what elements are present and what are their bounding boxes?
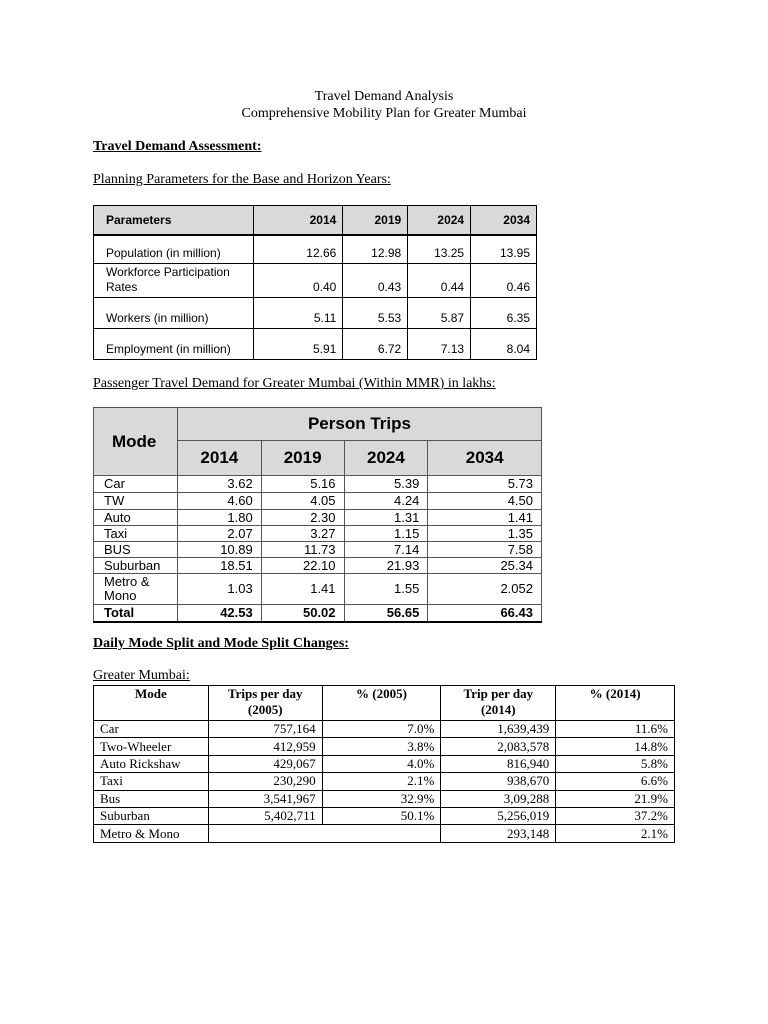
row-label: Suburban	[94, 807, 209, 824]
table-cell: 4.60	[177, 493, 261, 510]
table-cell: 7.0%	[322, 721, 441, 738]
row-label: Metro & Mono	[94, 825, 209, 842]
table-cell: 11.73	[261, 542, 344, 558]
table-cell: 3.8%	[322, 738, 441, 755]
table-cell	[208, 825, 441, 842]
table-header-row	[94, 408, 542, 441]
row-label: TW	[94, 493, 178, 510]
table-cell: 0.44	[408, 263, 471, 297]
table-row	[94, 493, 542, 510]
table-cell: 3,541,967	[208, 790, 322, 807]
table-cell: 25.34	[428, 558, 542, 574]
row-label: Car	[94, 721, 209, 738]
table-cell: 6.35	[471, 297, 537, 328]
table-cell: 5,402,711	[208, 807, 322, 824]
table-row	[94, 328, 537, 359]
table-cell: 14.8%	[556, 738, 675, 755]
table-cell: 5.87	[408, 297, 471, 328]
table-cell: 1.03	[177, 574, 261, 605]
table-cell: 4.24	[344, 493, 428, 510]
table-cell: 0.40	[253, 263, 343, 297]
column-header: Trip per day (2014)	[441, 686, 556, 721]
column-header: 2024	[408, 206, 471, 236]
subheading-planning-parameters: Planning Parameters for the Base and Horizon Years:	[93, 172, 391, 187]
person-trips-table	[93, 407, 542, 623]
subheading-passenger-travel-demand: Passenger Travel Demand for Greater Mumbai (Within MMR) in lakhs:	[93, 376, 496, 391]
column-header: % (2005)	[322, 686, 441, 721]
column-header: % (2014)	[556, 686, 675, 721]
table-cell: 50.1%	[322, 807, 441, 824]
table-row	[94, 235, 537, 263]
table-row	[94, 263, 537, 297]
mode-column-header: Mode	[94, 408, 178, 476]
column-header: 2014	[253, 206, 343, 236]
column-header: 2019	[343, 206, 408, 236]
table-cell: 5.91	[253, 328, 343, 359]
table-cell: 757,164	[208, 721, 322, 738]
table-cell: 8.04	[471, 328, 537, 359]
row-label: Taxi	[94, 526, 178, 542]
table-cell: 32.9%	[322, 790, 441, 807]
column-header: Parameters	[94, 206, 254, 236]
table-cell: 0.43	[343, 263, 408, 297]
title-line-2: Comprehensive Mobility Plan for Greater Mumbai	[241, 106, 527, 121]
table-cell: 42.53	[177, 605, 261, 622]
table-row	[94, 755, 675, 772]
table-cell: 816,940	[441, 755, 556, 772]
title-line-1: Travel Demand Analysis	[314, 89, 454, 104]
table-cell: 4.50	[428, 493, 542, 510]
table-cell: 1.15	[344, 526, 428, 542]
table-cell: 938,670	[441, 773, 556, 790]
table-cell: 5.16	[261, 476, 344, 493]
table-cell: 2.1%	[322, 773, 441, 790]
table-cell: 1,639,439	[441, 721, 556, 738]
table-cell: 3.27	[261, 526, 344, 542]
table-cell: 5.53	[343, 297, 408, 328]
table-cell: 4.05	[261, 493, 344, 510]
document-title	[0, 88, 768, 122]
table-cell: 7.14	[344, 542, 428, 558]
table-cell: 12.66	[253, 235, 343, 263]
table-cell: 4.0%	[322, 755, 441, 772]
table-row	[94, 558, 542, 574]
row-label: Auto	[94, 510, 178, 526]
table-cell: 293,148	[441, 825, 556, 842]
table-row	[94, 510, 542, 526]
year-header: 2014	[177, 441, 261, 476]
table-cell: 21.93	[344, 558, 428, 574]
table-cell: 5.11	[253, 297, 343, 328]
row-label: Two-Wheeler	[94, 738, 209, 755]
table-cell: 11.6%	[556, 721, 675, 738]
column-header: Mode	[94, 686, 209, 721]
table-cell: 5.73	[428, 476, 542, 493]
row-label: Total	[94, 605, 178, 622]
section-heading-travel-demand: Travel Demand Assessment:	[93, 139, 262, 154]
row-label: Bus	[94, 790, 209, 807]
table-header-row	[94, 206, 537, 236]
table-cell: 1.41	[261, 574, 344, 605]
row-label: Employment (in million)	[94, 328, 254, 359]
table-cell: 56.65	[344, 605, 428, 622]
table-header-row	[94, 686, 675, 721]
table-row	[94, 542, 542, 558]
row-label: Auto Rickshaw	[94, 755, 209, 772]
table-cell: 1.31	[344, 510, 428, 526]
table-cell: 6.6%	[556, 773, 675, 790]
table-cell: 1.80	[177, 510, 261, 526]
table-cell: 1.41	[428, 510, 542, 526]
table-cell: 429,067	[208, 755, 322, 772]
table-cell: 2.30	[261, 510, 344, 526]
row-label: Workforce Participation Rates	[94, 263, 254, 297]
table-cell: 13.95	[471, 235, 537, 263]
table-row	[94, 297, 537, 328]
table-cell: 3,09,288	[441, 790, 556, 807]
table-row	[94, 825, 675, 842]
table-cell: 0.46	[471, 263, 537, 297]
table-row	[94, 790, 675, 807]
year-header: 2024	[344, 441, 428, 476]
row-label: Suburban	[94, 558, 178, 574]
row-label: Workers (in million)	[94, 297, 254, 328]
table-cell: 3.62	[177, 476, 261, 493]
planning-parameters-table	[93, 205, 537, 360]
table-cell: 2.07	[177, 526, 261, 542]
row-label: Taxi	[94, 773, 209, 790]
table-cell: 21.9%	[556, 790, 675, 807]
table-cell: 12.98	[343, 235, 408, 263]
table-cell: 1.55	[344, 574, 428, 605]
mode-split-table	[93, 685, 675, 843]
table-cell: 66.43	[428, 605, 542, 622]
table-cell: 5,256,019	[441, 807, 556, 824]
table-cell: 2.1%	[556, 825, 675, 842]
year-header: 2019	[261, 441, 344, 476]
row-label: BUS	[94, 542, 178, 558]
table-cell: 7.13	[408, 328, 471, 359]
person-trips-group-header: Person Trips	[177, 408, 541, 441]
table-row	[94, 773, 675, 790]
table-cell: 13.25	[408, 235, 471, 263]
column-header: 2034	[471, 206, 537, 236]
table-cell: 5.39	[344, 476, 428, 493]
table-row	[94, 526, 542, 542]
row-label: Metro & Mono	[94, 574, 178, 605]
table-cell: 412,959	[208, 738, 322, 755]
table-cell: 37.2%	[556, 807, 675, 824]
section-heading-mode-split: Daily Mode Split and Mode Split Changes:	[93, 636, 349, 651]
year-header: 2034	[428, 441, 542, 476]
table-row	[94, 807, 675, 824]
table-cell: 18.51	[177, 558, 261, 574]
table-cell: 10.89	[177, 542, 261, 558]
table-row	[94, 574, 542, 605]
table-cell: 5.8%	[556, 755, 675, 772]
table-cell: 50.02	[261, 605, 344, 622]
row-label: Car	[94, 476, 178, 493]
table-cell: 6.72	[343, 328, 408, 359]
table-cell: 22.10	[261, 558, 344, 574]
table-cell: 230,290	[208, 773, 322, 790]
table-row	[94, 738, 675, 755]
table-cell: 7.58	[428, 542, 542, 558]
row-label: Population (in million)	[94, 235, 254, 263]
table-total-row	[94, 605, 542, 622]
column-header: Trips per day (2005)	[208, 686, 322, 721]
table-cell: 1.35	[428, 526, 542, 542]
table-row	[94, 721, 675, 738]
table-row	[94, 476, 542, 493]
table-cell: 2,083,578	[441, 738, 556, 755]
subheading-greater-mumbai: Greater Mumbai:	[93, 668, 190, 683]
table-cell: 2.052	[428, 574, 542, 605]
